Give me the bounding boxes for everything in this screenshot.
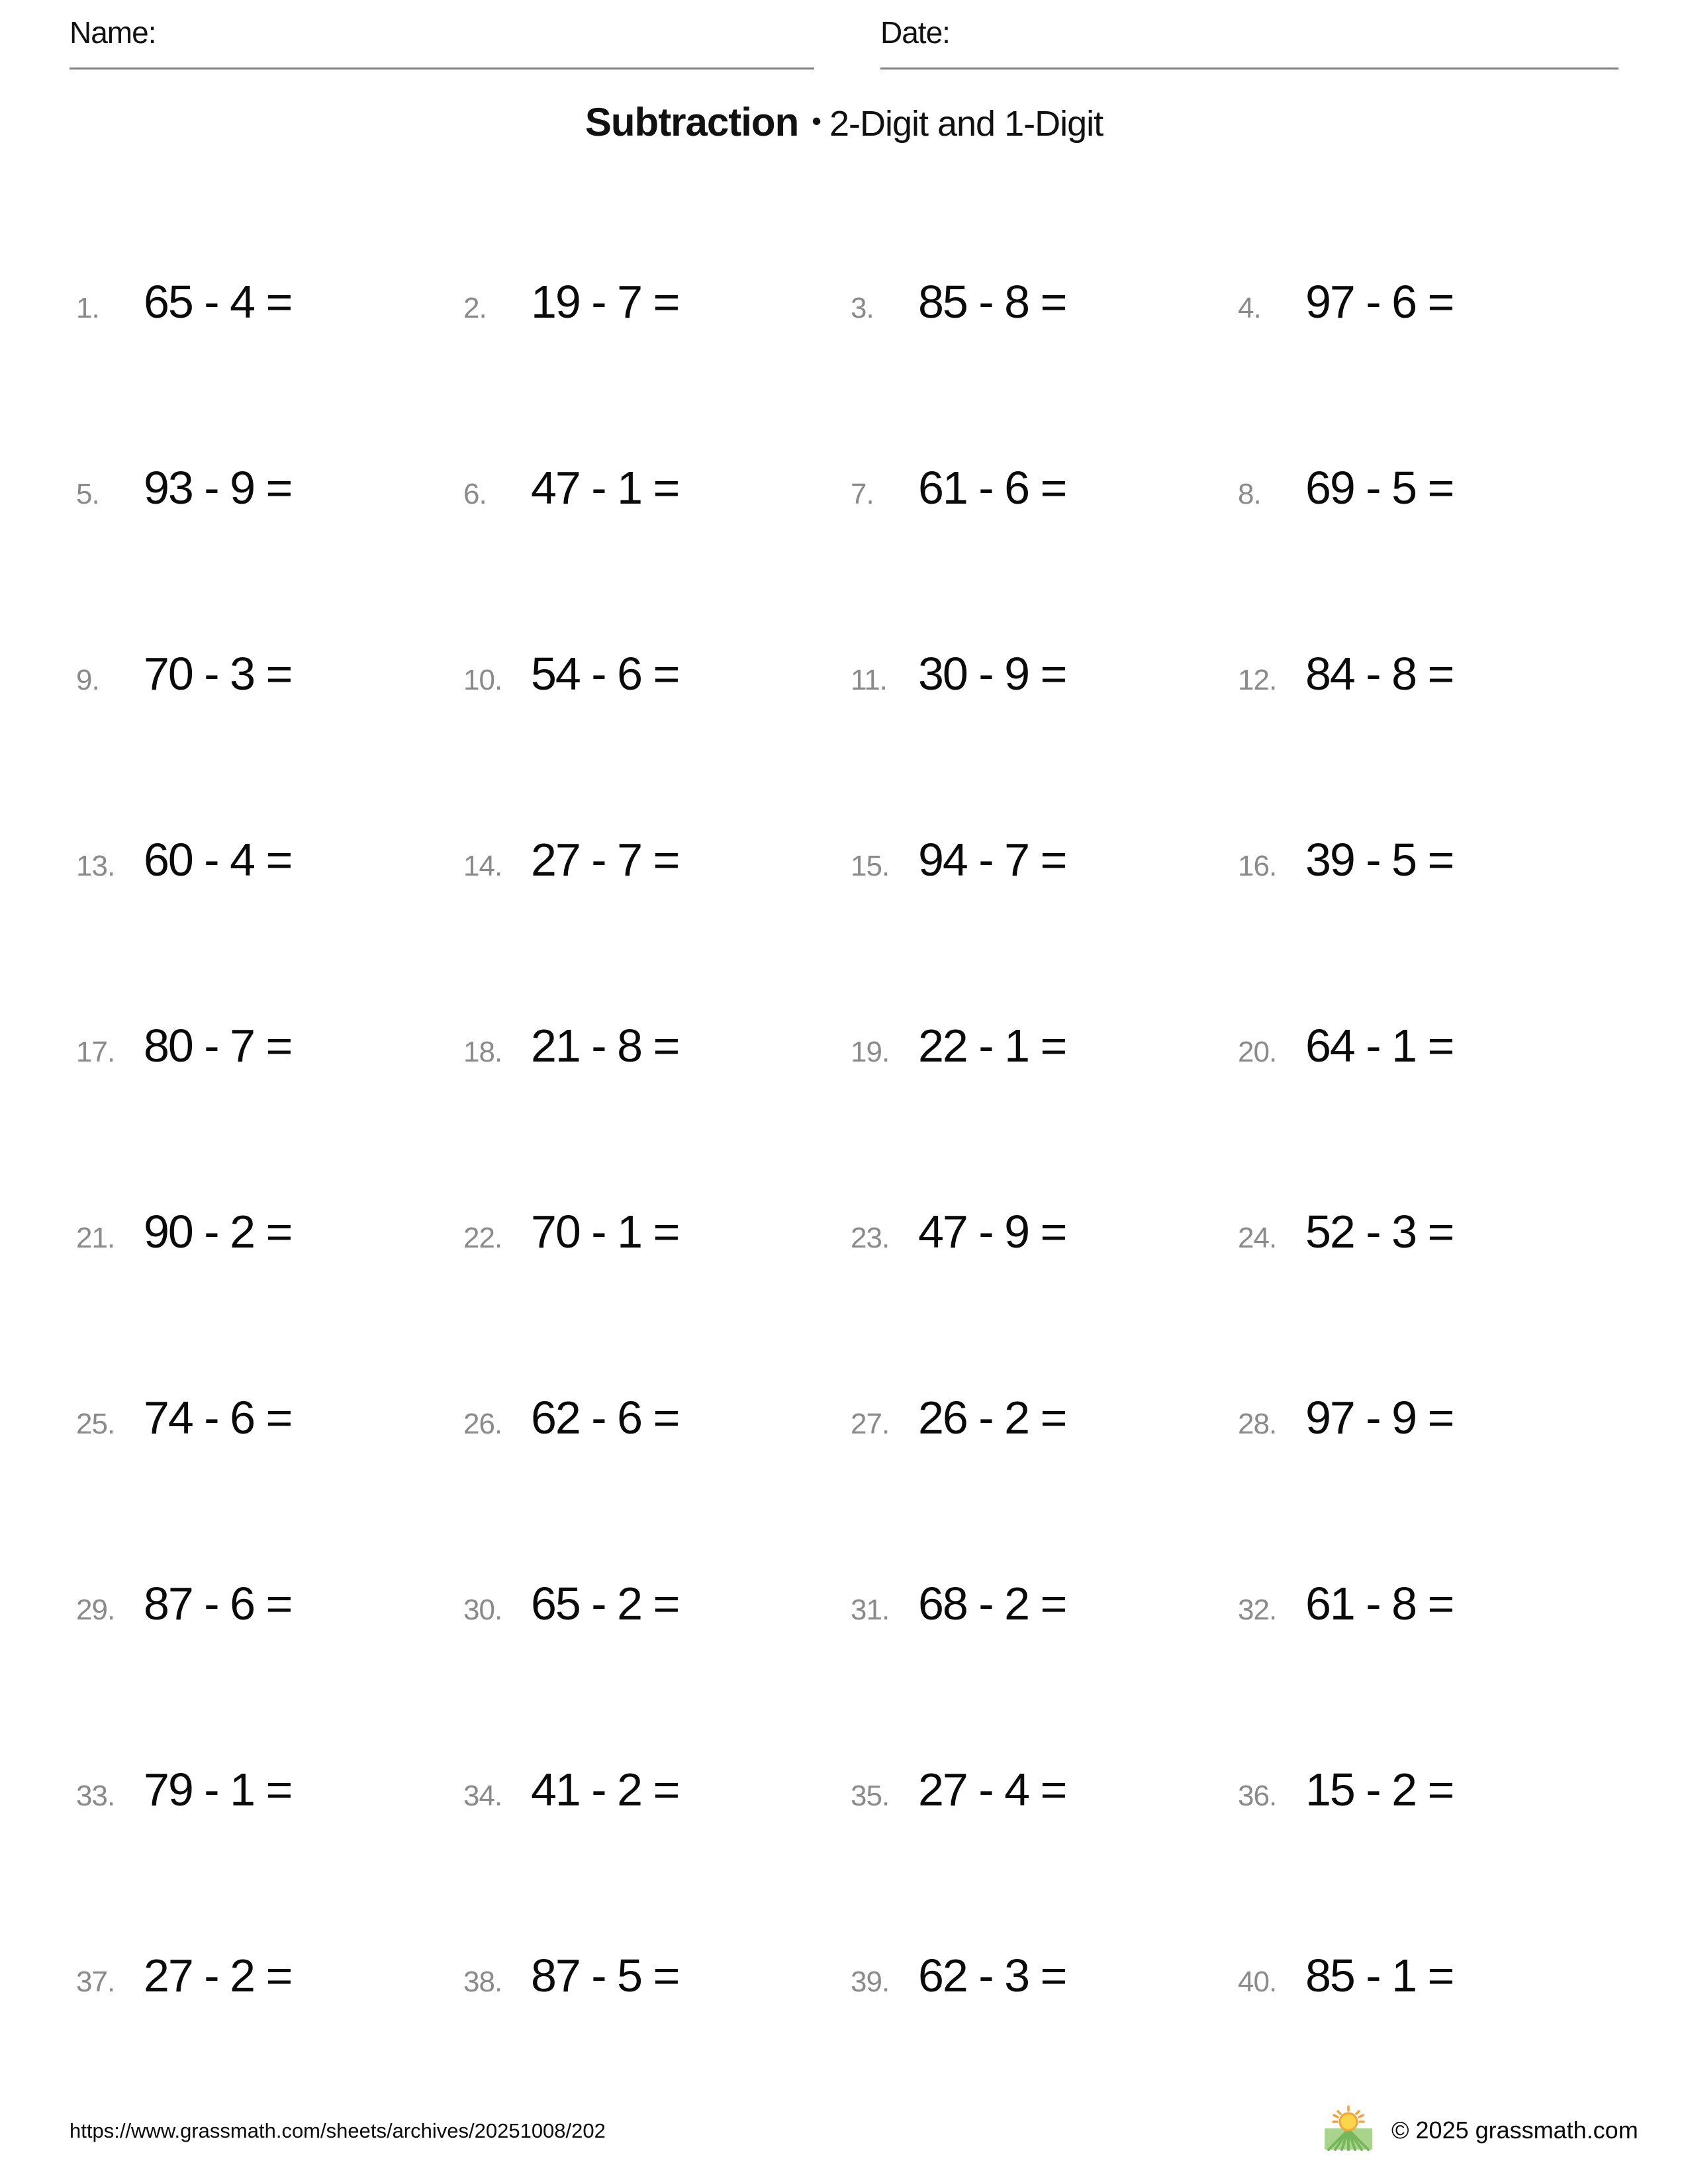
problem-expression: 61 - 8 =	[1305, 1577, 1454, 1629]
problem-expression: 41 - 2 =	[531, 1763, 679, 1815]
problem-cell	[457, 647, 844, 700]
problem-number: 33.	[76, 1779, 115, 1812]
problem-expression: 22 - 1 =	[918, 1019, 1066, 1071]
problem-expression: 85 - 8 =	[918, 275, 1066, 328]
problem-cell	[844, 1391, 1231, 1444]
title-main: Subtraction	[585, 100, 799, 144]
problem-expression: 70 - 1 =	[531, 1205, 679, 1257]
problem-expression: 26 - 2 =	[918, 1391, 1066, 1443]
problem-cell	[844, 1949, 1231, 2002]
problem-cell	[844, 1205, 1231, 1258]
problem-expression: 87 - 5 =	[531, 1949, 679, 2001]
problem-expression: 27 - 2 =	[144, 1949, 292, 2001]
problem-number: 30.	[463, 1593, 502, 1626]
problem-number: 9.	[76, 663, 99, 696]
problem-cell	[1231, 1019, 1618, 1072]
problem-cell	[70, 833, 457, 886]
problem-expression: 30 - 9 =	[918, 647, 1066, 700]
problem-expression: 68 - 2 =	[918, 1577, 1066, 1629]
problem-expression: 74 - 6 =	[144, 1391, 292, 1443]
problem-expression: 90 - 2 =	[144, 1205, 292, 1257]
title-bullet: •	[812, 105, 821, 136]
problem-expression: 84 - 8 =	[1305, 647, 1454, 700]
title-subtitle: 2-Digit and 1-Digit	[829, 104, 1103, 144]
problem-number: 28.	[1238, 1407, 1277, 1440]
problem-number: 3.	[851, 291, 874, 324]
problem-cell	[457, 833, 844, 886]
problem-cell	[457, 1763, 844, 1816]
problem-number: 6.	[463, 477, 487, 510]
problem-number: 5.	[76, 477, 99, 510]
problem-number: 11.	[851, 663, 887, 696]
problem-expression: 79 - 1 =	[144, 1763, 292, 1815]
problem-expression: 70 - 3 =	[144, 647, 292, 700]
problem-number: 19.	[851, 1035, 890, 1068]
problem-cell	[1231, 647, 1618, 700]
problem-expression: 97 - 6 =	[1305, 275, 1454, 328]
problem-number: 39.	[851, 1965, 890, 1998]
problem-cell	[457, 1205, 844, 1258]
problem-cell	[70, 1577, 457, 1630]
problem-cell	[70, 1019, 457, 1072]
problem-cell	[70, 461, 457, 514]
problem-cell	[457, 275, 844, 328]
problem-cell	[844, 275, 1231, 328]
problem-number: 37.	[76, 1965, 115, 1998]
problem-expression: 47 - 1 =	[531, 461, 679, 514]
problem-cell	[1231, 1577, 1618, 1630]
problem-cell	[457, 1577, 844, 1630]
problem-cell	[70, 1949, 457, 2002]
problem-number: 10.	[463, 663, 502, 696]
problem-expression: 87 - 6 =	[144, 1577, 292, 1629]
problem-cell	[70, 1391, 457, 1444]
problem-number: 29.	[76, 1593, 115, 1626]
problem-number: 18.	[463, 1035, 502, 1068]
sun-over-field-icon	[1324, 2105, 1373, 2151]
problem-number: 17.	[76, 1035, 115, 1068]
problem-cell	[844, 1763, 1231, 1816]
problem-number: 12.	[1238, 663, 1277, 696]
problem-number: 38.	[463, 1965, 502, 1998]
problem-expression: 47 - 9 =	[918, 1205, 1066, 1257]
problem-expression: 21 - 8 =	[531, 1019, 679, 1071]
problem-cell	[844, 833, 1231, 886]
problems-grid	[70, 208, 1618, 2068]
problem-expression: 61 - 6 =	[918, 461, 1066, 514]
problem-number: 34.	[463, 1779, 502, 1812]
problem-number: 21.	[76, 1221, 115, 1254]
problem-expression: 93 - 9 =	[144, 461, 292, 514]
problem-expression: 27 - 4 =	[918, 1763, 1066, 1815]
problem-number: 2.	[463, 291, 487, 324]
problem-cell	[1231, 1205, 1618, 1258]
problem-expression: 15 - 2 =	[1305, 1763, 1454, 1815]
footer-copyright: © 2025 grassmath.com	[1391, 2116, 1638, 2144]
name-label: Name:	[70, 15, 156, 50]
problem-expression: 85 - 1 =	[1305, 1949, 1454, 2001]
problem-cell	[1231, 1949, 1618, 2002]
problem-number: 23.	[851, 1221, 890, 1254]
problem-cell	[70, 647, 457, 700]
problem-expression: 60 - 4 =	[144, 833, 292, 886]
problem-number: 27.	[851, 1407, 890, 1440]
problem-cell	[457, 1949, 844, 2002]
problem-number: 16.	[1238, 849, 1277, 882]
problem-number: 4.	[1238, 291, 1261, 324]
problem-expression: 54 - 6 =	[531, 647, 679, 700]
problem-cell	[1231, 833, 1618, 886]
problem-number: 40.	[1238, 1965, 1277, 1998]
problem-cell	[70, 275, 457, 328]
problem-number: 36.	[1238, 1779, 1277, 1812]
problem-expression: 97 - 9 =	[1305, 1391, 1454, 1443]
problem-expression: 69 - 5 =	[1305, 461, 1454, 514]
problem-cell	[1231, 461, 1618, 514]
problem-expression: 80 - 7 =	[144, 1019, 292, 1071]
problem-expression: 62 - 6 =	[531, 1391, 679, 1443]
problem-number: 22.	[463, 1221, 502, 1254]
problem-expression: 19 - 7 =	[531, 275, 679, 328]
problem-cell	[1231, 1391, 1618, 1444]
problem-number: 1.	[76, 291, 99, 324]
worksheet-title	[0, 99, 1688, 145]
problem-expression: 65 - 4 =	[144, 275, 292, 328]
footer-url: https://www.grassmath.com/sheets/archives/20251008/202	[70, 2119, 606, 2142]
problem-number: 24.	[1238, 1221, 1277, 1254]
problem-cell	[70, 1763, 457, 1816]
problem-number: 32.	[1238, 1593, 1277, 1626]
problem-number: 13.	[76, 849, 115, 882]
problem-expression: 27 - 7 =	[531, 833, 679, 886]
name-field	[70, 15, 814, 50]
date-field	[880, 15, 1618, 50]
problem-expression: 52 - 3 =	[1305, 1205, 1454, 1257]
problem-cell	[844, 1019, 1231, 1072]
problem-expression: 64 - 1 =	[1305, 1019, 1454, 1071]
problem-expression: 62 - 3 =	[918, 1949, 1066, 2001]
problem-expression: 65 - 2 =	[531, 1577, 679, 1629]
problem-number: 35.	[851, 1779, 890, 1812]
date-label: Date:	[880, 15, 950, 50]
problem-cell	[1231, 1763, 1618, 1816]
problem-cell	[457, 461, 844, 514]
problem-number: 20.	[1238, 1035, 1277, 1068]
problem-cell	[457, 1019, 844, 1072]
problem-cell	[844, 1577, 1231, 1630]
problem-number: 8.	[1238, 477, 1261, 510]
problem-number: 14.	[463, 849, 502, 882]
problem-cell	[1231, 275, 1618, 328]
problem-cell	[457, 1391, 844, 1444]
date-underline	[880, 68, 1618, 69]
problem-number: 7.	[851, 477, 874, 510]
problem-number: 26.	[463, 1407, 502, 1440]
problem-cell	[70, 1205, 457, 1258]
name-underline	[70, 68, 814, 69]
problem-expression: 39 - 5 =	[1305, 833, 1454, 886]
problem-number: 25.	[76, 1407, 115, 1440]
problem-number: 15.	[851, 849, 890, 882]
problem-cell	[844, 647, 1231, 700]
problem-cell	[844, 461, 1231, 514]
problem-expression: 94 - 7 =	[918, 833, 1066, 886]
problem-number: 31.	[851, 1593, 890, 1626]
